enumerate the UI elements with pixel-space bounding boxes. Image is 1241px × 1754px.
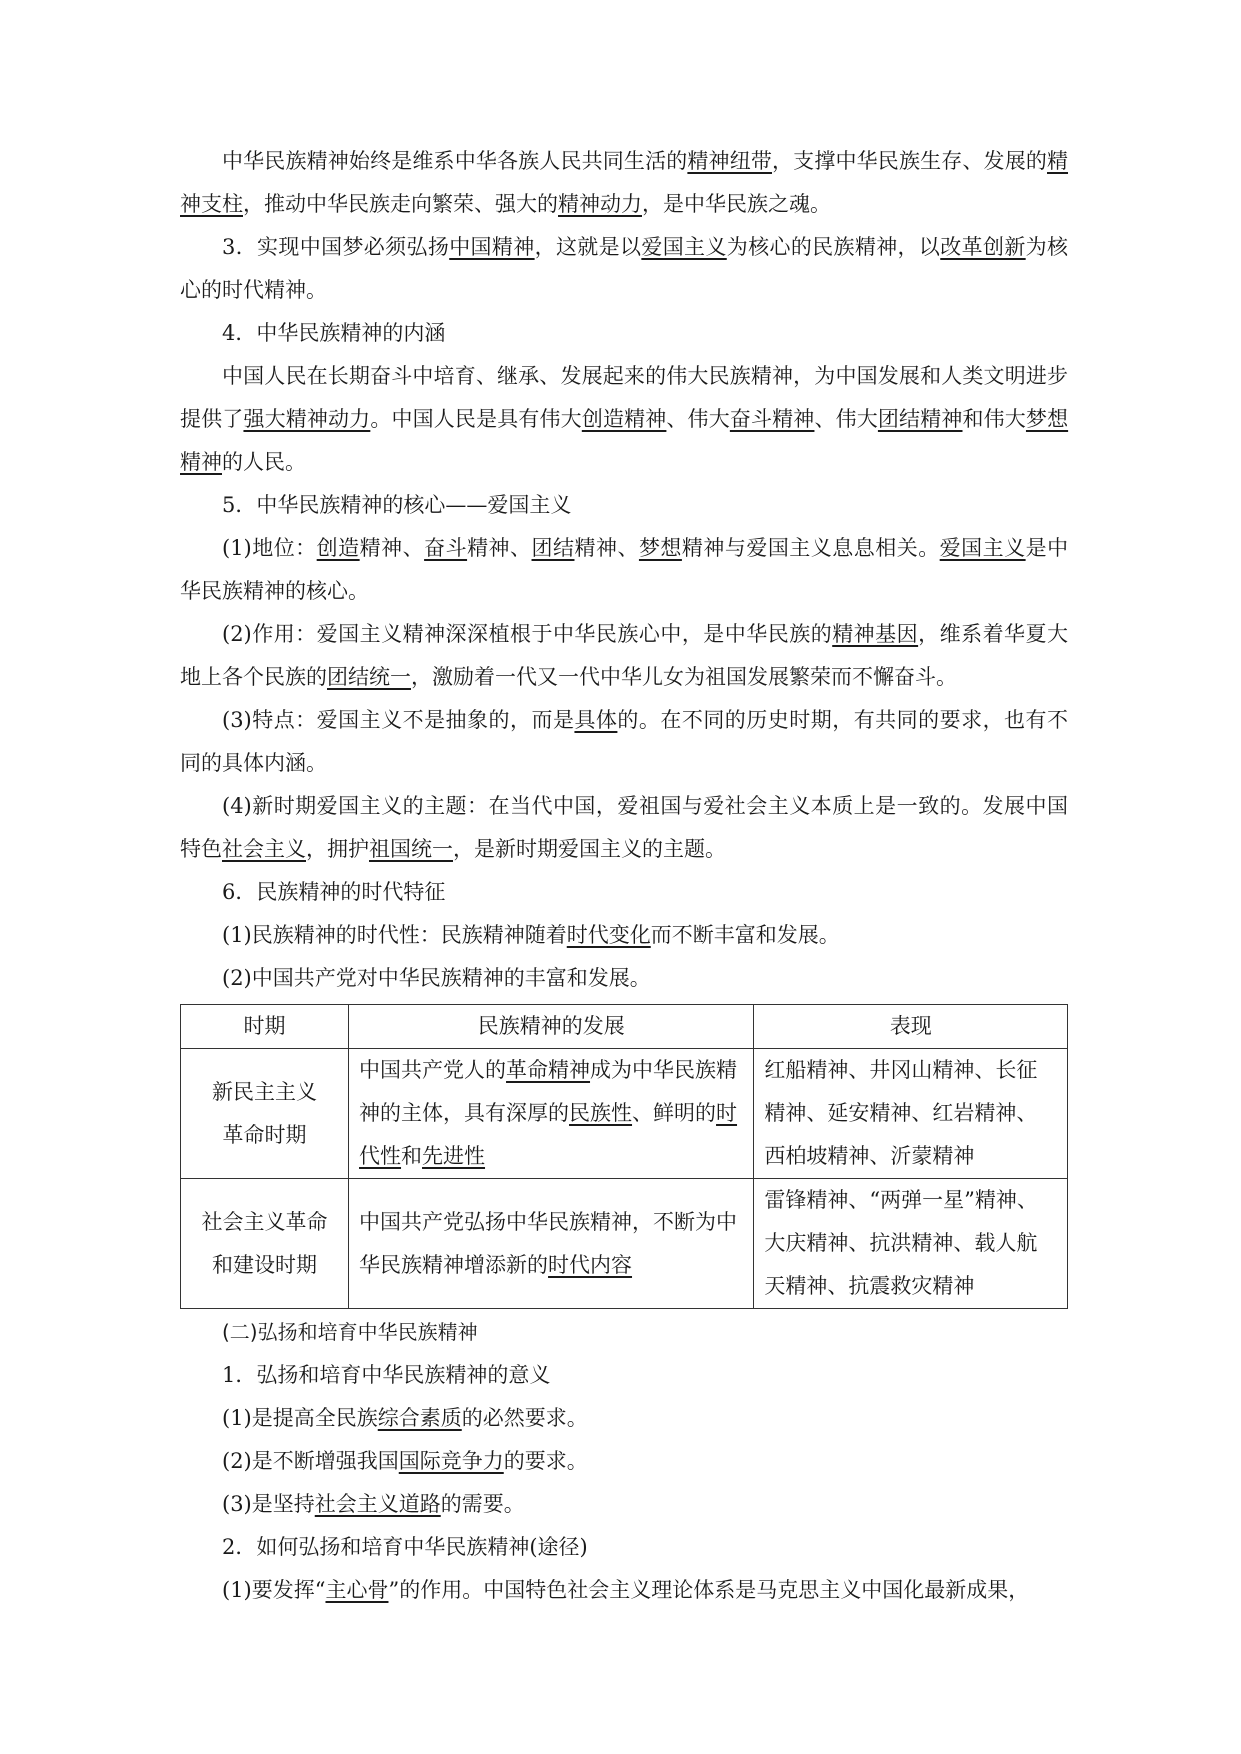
paragraph: [180, 1397, 1068, 1440]
section-heading: (二)弘扬和培育中华民族精神: [222, 1320, 478, 1344]
paragraph: [180, 699, 1068, 785]
period-line: 革命时期: [222, 1122, 307, 1147]
text-run: 中华民族精神始终是维系中华各族人民共同生活的: [222, 149, 688, 173]
text-run: 的要求。: [503, 1449, 588, 1473]
underlined-keyword: 祖国统一: [369, 837, 453, 861]
text-run: ，是新时期爱国主义的主题。: [453, 837, 726, 861]
text-run: 4．中华民族精神的内涵: [222, 321, 446, 345]
underlined-keyword: 团结统一: [327, 665, 411, 689]
text-run: (1)民族精神的时代性：民族精神随着: [222, 923, 567, 947]
underlined-keyword: 社会主义: [222, 837, 306, 861]
underlined-keyword: 精神支柱: [180, 149, 1069, 216]
text-run: 成为中华民族精神的主体，具有深厚的: [359, 1058, 738, 1125]
underlined-keyword: 革命精神: [506, 1058, 591, 1082]
text-run: 精神、: [359, 536, 425, 560]
underlined-keyword: 精神基因: [832, 622, 919, 646]
underlined-keyword: 时代性: [359, 1101, 738, 1168]
text-run: 和: [401, 1144, 423, 1168]
text-run: 精神、: [467, 536, 532, 560]
underlined-keyword: 梦想精神: [180, 407, 1069, 474]
underlined-keyword: 时代变化: [566, 923, 651, 947]
paragraph: [180, 871, 1068, 914]
paragraph: [180, 1569, 1068, 1612]
paragraph-group-top: [180, 140, 1068, 1000]
table-cell-expression: 红船精神、井冈山精神、长征精神、延安精神、红岩精神、西柏坡精神、沂蒙精神: [754, 1049, 1068, 1179]
text-run: 而不断丰富和发展。: [650, 923, 840, 947]
text-run: 是中华民族精神的核心。: [180, 536, 1069, 603]
text-run: 中国人民在长期奋斗中培育、继承、发展起来的伟大民族精神，为中国发展和人类文明进步提供了: [180, 364, 1068, 431]
paragraph: [180, 140, 1068, 226]
underlined-keyword: 奋斗: [424, 536, 468, 560]
underlined-keyword: 梦想: [638, 536, 682, 560]
text-run: 的必然要求。: [461, 1406, 588, 1430]
underlined-keyword: 强大精神动力: [243, 407, 371, 431]
text-run: 中国共产党人的: [359, 1058, 507, 1082]
underlined-keyword: 民族性: [569, 1101, 633, 1125]
underlined-keyword: 团结精神: [877, 407, 963, 431]
paragraph: [180, 957, 1068, 1000]
underlined-keyword: 创造精神: [581, 407, 667, 431]
underlined-keyword: 先进性: [422, 1144, 486, 1168]
paragraph: [180, 1354, 1068, 1397]
underlined-keyword: 爱国主义: [939, 536, 1026, 560]
text-run: ，激励着一代又一代中华儿女为祖国发展繁荣而不懈奋斗。: [411, 665, 957, 689]
text-run: 精神与爱国主义息息相关。: [681, 536, 940, 560]
table-row: [181, 1179, 1068, 1309]
text-run: 、伟大: [666, 407, 730, 431]
underlined-keyword: 创造: [316, 536, 360, 560]
text-run: 5．中华民族精神的核心——爱国主义: [222, 493, 572, 517]
text-run: (1)要发挥“: [222, 1578, 326, 1602]
underlined-keyword: 奋斗精神: [729, 407, 815, 431]
text-run: 1．弘扬和培育中华民族精神的意义: [222, 1363, 551, 1387]
paragraph: [180, 484, 1068, 527]
paragraph: [180, 914, 1068, 957]
underlined-keyword: 改革创新: [940, 235, 1026, 259]
text-run: (2)作用：爱国主义精神深深植根于中华民族心中，是中华民族的: [222, 622, 833, 646]
text-run: ，支撑中华民族生存、发展的: [772, 149, 1048, 173]
table-cell-expression: 雷锋精神、“两弹一星”精神、大庆精神、抗洪精神、载人航天精神、抗震救灾精神: [754, 1179, 1068, 1309]
text-run: 、鲜明的: [632, 1101, 717, 1125]
underlined-keyword: 综合素质: [377, 1406, 462, 1430]
table-header-row: [181, 1005, 1068, 1049]
spirit-development-table: [180, 1004, 1068, 1309]
table-cell-period: [181, 1049, 349, 1179]
paragraph: [180, 527, 1068, 613]
document-page: [180, 140, 1068, 1612]
text-run: ，维系着华夏大地上各个民族的: [180, 622, 1069, 689]
text-run: 、伟大: [814, 407, 878, 431]
text-run: 2．如何弘扬和培育中华民族精神(途径): [222, 1535, 588, 1559]
paragraph-group-bottom: [180, 1354, 1068, 1612]
table-header-development: 民族精神的发展: [349, 1005, 754, 1049]
underlined-keyword: 时代内容: [548, 1252, 633, 1277]
underlined-keyword: 精神动力: [558, 192, 642, 216]
table-cell-period: [181, 1179, 349, 1309]
paragraph: [180, 1440, 1068, 1483]
underlined-keyword: 具体: [574, 708, 618, 732]
text-run: ，这就是以: [534, 235, 642, 259]
underlined-keyword: 爱国主义: [641, 235, 727, 259]
text-run: (1)是提高全民族: [222, 1406, 378, 1430]
text-run: ，推动中华民族走向繁荣、强大的: [243, 192, 558, 216]
text-run: 为核心的民族精神，以: [726, 235, 941, 259]
text-run: 为核心的时代精神。: [180, 235, 1069, 302]
underlined-keyword: 精神纽带: [687, 149, 773, 173]
text-run: ，拥护: [306, 837, 369, 861]
paragraph: [180, 226, 1068, 312]
text-run: (3)是坚持: [222, 1492, 315, 1516]
text-run: (2)是不断增强我国: [222, 1449, 399, 1473]
period-line: 新民主主义: [212, 1079, 318, 1104]
text-run: ，是中华民族之魂。: [642, 192, 831, 216]
text-run: 精神、: [574, 536, 639, 560]
paragraph: [180, 1483, 1068, 1526]
paragraph: [180, 355, 1068, 484]
table-row: [181, 1049, 1068, 1179]
underlined-keyword: 国际竞争力: [398, 1449, 504, 1473]
table-cell-development: [349, 1049, 754, 1179]
text-run: ”的作用。中国特色社会主义理论体系是马克思主义中国化最新成果，: [388, 1578, 1030, 1602]
period-line: 社会主义革命: [201, 1209, 328, 1234]
text-run: 中国共产党弘扬中华民族精神，不断为中华民族精神增添新的: [359, 1209, 738, 1277]
text-run: 和伟大: [962, 407, 1026, 431]
paragraph: [180, 785, 1068, 871]
text-run: (1)地位：: [222, 536, 317, 560]
text-run: (2)中国共产党对中华民族精神的丰富和发展。: [222, 966, 651, 990]
text-run: 的人民。: [222, 450, 306, 474]
paragraph: [180, 312, 1068, 355]
underlined-keyword: 中国精神: [449, 235, 535, 259]
table-header-period: 时期: [181, 1005, 349, 1049]
text-run: 的。在不同的历史时期，有共同的要求，也有不同的具体内涵。: [180, 708, 1069, 775]
period-line: 和建设时期: [212, 1252, 318, 1277]
underlined-keyword: 社会主义道路: [314, 1492, 441, 1516]
text-run: 。中国人民是具有伟大: [370, 407, 582, 431]
text-run: (3)特点：爱国主义不是抽象的，而是: [222, 708, 575, 732]
table-header-expression: 表现: [754, 1005, 1068, 1049]
paragraph: [180, 1526, 1068, 1569]
text-run: 3．实现中国梦必须弘扬: [222, 235, 450, 259]
text-run: 的需要。: [440, 1492, 525, 1516]
underlined-keyword: 团结: [531, 536, 575, 560]
table-cell-development: [349, 1179, 754, 1309]
text-run: 6．民族精神的时代特征: [222, 880, 446, 904]
text-run: (4)新时期爱国主义的主题：在当代中国，爱祖国与爱社会主义本质上是一致的。发展中国特色: [180, 794, 1068, 861]
paragraph: [180, 613, 1068, 699]
underlined-keyword: 主心骨: [325, 1578, 389, 1602]
